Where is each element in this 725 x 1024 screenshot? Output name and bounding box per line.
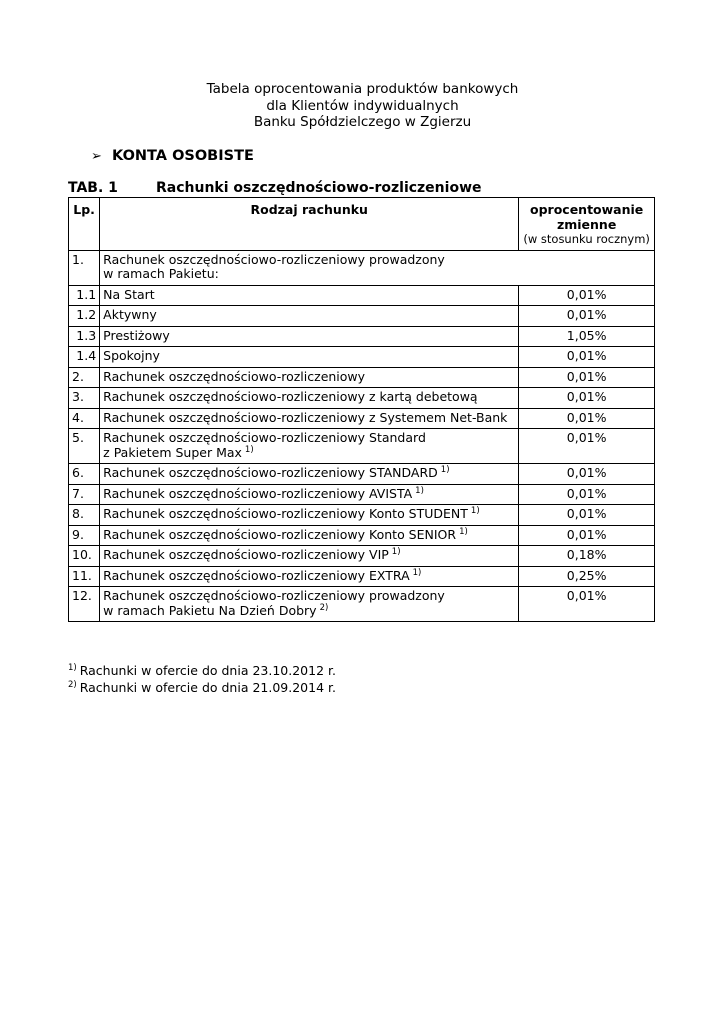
footnote-mark: 1) [391,547,401,557]
row-line-1: Rachunek oszczędnościowo-rozliczeniowy EXTRA [103,567,410,583]
footnote-text: Rachunki w ofercie do dnia 23.10.2012 r. [79,663,336,678]
table-row [69,285,655,306]
row-rate: 0,01% [519,306,655,327]
row-account-type [100,464,519,485]
row-lp: 9. [69,525,100,546]
column-header-account-type: Rodzaj rachunku [100,198,519,251]
table-row [69,505,655,526]
row-line-1: Rachunek oszczędnościowo-rozliczeniowy Konto SENIOR [103,526,457,542]
row-line-1: Rachunek oszczędnościowo-rozliczeniowy Standard [103,430,426,445]
table-row [69,347,655,368]
row-line-1: Rachunek oszczędnościowo-rozliczeniowy prowadzony [103,251,445,267]
row-account-type [100,505,519,526]
row-lp: 8. [69,505,100,526]
row-rate: 0,01% [519,347,655,368]
footnote-mark: 1) [440,465,450,475]
table-row [69,546,655,567]
row-lp: 3. [69,388,100,409]
row-lp: 6. [69,464,100,485]
footnote-mark: 1) [470,506,480,516]
row-rate: 0,01% [519,587,655,622]
table-row [69,326,655,347]
row-lp: 1.4 [69,347,100,368]
row-account-type [100,429,519,464]
interest-rate-table [68,197,655,622]
table-row [69,388,655,409]
row-lp: 1. [69,250,100,285]
row-line-1: Rachunek oszczędnościowo-rozliczeniowy STANDARD [103,465,438,480]
title-line-1: Tabela oprocentowania produktów bankowych [206,81,519,97]
table-row-group [69,250,655,285]
row-account-type: Prestiżowy [100,326,519,347]
row-account-type [100,388,519,409]
row-rate: 0,01% [519,484,655,505]
document-title [0,81,725,131]
row-account-type [100,250,655,285]
row-rate: 0,01% [519,408,655,429]
section-heading [91,148,254,164]
row-account-type [100,525,519,546]
footnote-mark: 1) [68,663,77,673]
column-header-rate [519,198,655,251]
table-row [69,566,655,587]
table-header-row [69,198,655,251]
row-lp: 4. [69,408,100,429]
row-line-2: w ramach Pakietu Na Dzień Dobry [103,602,317,618]
footnote-mark: 2) [319,602,329,613]
row-line-2: z Pakietem Super Max [103,444,242,460]
row-lp: 1.1 [69,285,100,306]
footnote [68,680,336,697]
row-rate: 0,01% [519,505,655,526]
rate-header-line-1: oprocentowanie [530,202,644,217]
table-title: Rachunki oszczędnościowo-rozliczeniowe [156,180,482,196]
title-line-3: Banku Spółdzielczego w Zgierzu [253,114,472,130]
row-account-type [100,587,519,622]
row-rate: 0,01% [519,388,655,409]
table-number: TAB. 1 [68,180,118,196]
row-rate: 0,01% [519,367,655,388]
row-account-type [100,546,519,567]
row-lp: 7. [69,484,100,505]
table-row [69,525,655,546]
row-rate: 0,18% [519,546,655,567]
row-line-1: Rachunek oszczędnościowo-rozliczeniowy prowadzony [103,588,445,603]
row-rate: 0,01% [519,429,655,464]
row-rate: 0,01% [519,464,655,485]
footnote-mark: 1) [412,567,422,578]
section-title: KONTA OSOBISTE [112,148,254,164]
row-lp: 10. [69,546,100,567]
table-row [69,464,655,485]
row-lp: 12. [69,587,100,622]
row-account-type [100,408,519,429]
row-account-type: Na Start [100,285,519,306]
table-row [69,429,655,464]
row-line-2: w ramach Pakietu: [103,266,219,281]
footnote-mark: 1) [244,444,254,455]
table-row [69,408,655,429]
row-rate: 0,01% [519,525,655,546]
table-row [69,587,655,622]
row-lp: 1.2 [69,306,100,327]
footnote-text: Rachunki w ofercie do dnia 21.09.2014 r. [79,679,336,695]
table-row [69,306,655,327]
arrow-bullet-icon: ➢ [91,149,102,164]
table-row [69,367,655,388]
footnote [68,663,336,680]
row-lp: 5. [69,429,100,464]
row-line-1: Rachunek oszczędnościowo-rozliczeniowy AVISTA [103,485,413,501]
row-line-1: Rachunek oszczędnościowo-rozliczeniowy [103,368,366,384]
row-account-type [100,566,519,587]
row-line-1: Rachunek oszczędnościowo-rozliczeniowy z kartą debetową [103,389,478,404]
row-account-type [100,367,519,388]
table-row [69,484,655,505]
row-rate: 0,25% [519,566,655,587]
row-line-1: Rachunek oszczędnościowo-rozliczeniowy Konto STUDENT [103,506,468,521]
footnote-mark: 1) [459,526,468,537]
table-heading [68,180,482,196]
rate-header-line-2: zmienne [556,216,617,232]
row-lp: 11. [69,566,100,587]
row-lp: 1.3 [69,326,100,347]
footnotes [68,663,336,696]
row-rate: 1,05% [519,326,655,347]
row-lp: 2. [69,367,100,388]
row-rate: 0,01% [519,285,655,306]
row-account-type [100,484,519,505]
row-line-1: Rachunek oszczędnościowo-rozliczeniowy VIP [103,547,389,562]
title-line-2: dla Klientów indywidualnych [266,97,459,114]
column-header-lp: Lp. [69,198,100,251]
rate-header-note: (w stosunku rocznym) [523,232,650,246]
footnote-mark: 2) [68,679,77,690]
footnote-mark: 1) [415,485,424,496]
row-line-1: Rachunek oszczędnościowo-rozliczeniowy z Systemem Net-Bank [103,409,508,425]
row-account-type: Aktywny [100,306,519,327]
row-account-type: Spokojny [100,347,519,368]
